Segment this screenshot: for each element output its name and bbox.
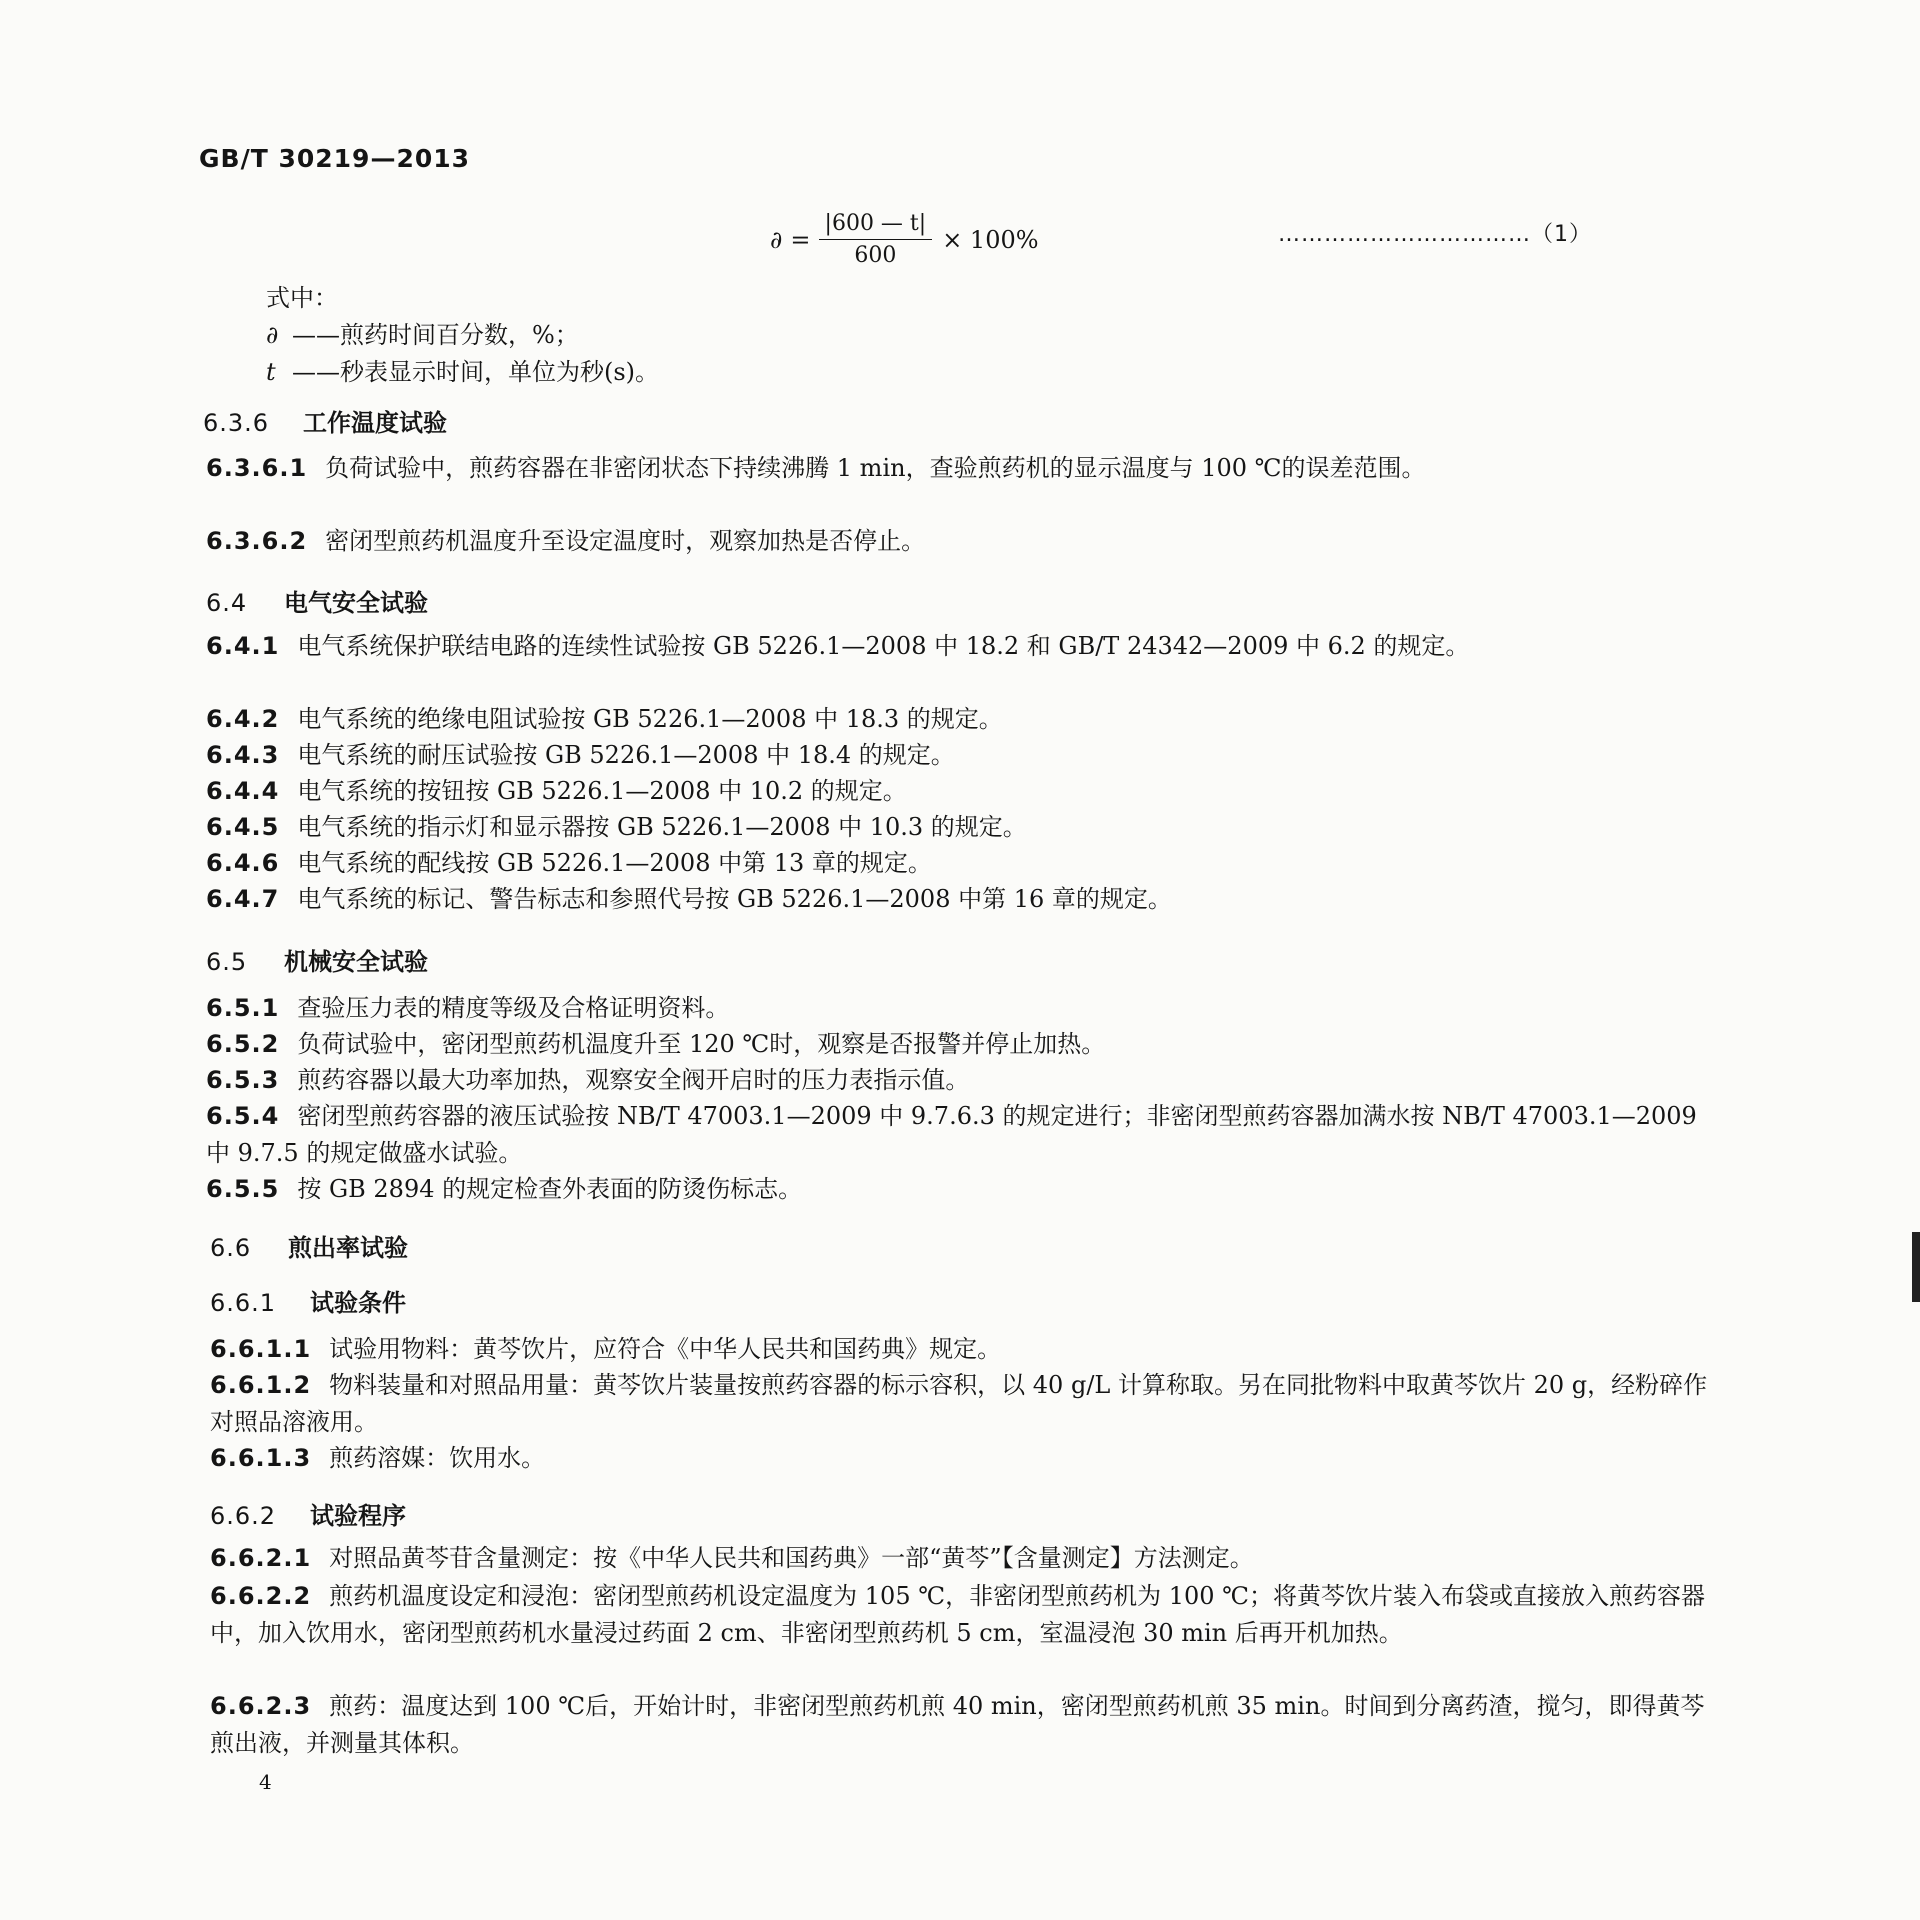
clause-number: 6.6.2.2 — [210, 1582, 312, 1610]
clause-text: 负荷试验中，煎药容器在非密闭状态下持续沸腾 1 min，查验煎药机的显示温度与 100 ℃的误差范围。 — [325, 454, 1426, 482]
clause-6-4-2 — [206, 701, 1706, 738]
clause-text: 查验压力表的精度等级及合格证明资料。 — [297, 994, 730, 1022]
where-var: ∂ — [266, 321, 279, 349]
heading-title: 机械安全试验 — [284, 948, 428, 976]
clause-6-5-4 — [206, 1098, 1706, 1172]
clause-number: 6.4.6 — [206, 849, 280, 877]
formula-equals: = — [790, 225, 811, 254]
clause-6-6-2-1 — [210, 1540, 1710, 1577]
formula-numerator: |600 — t| — [819, 211, 933, 240]
clause-number: 6.4.4 — [206, 777, 280, 805]
scan-edge-mark — [1912, 1232, 1920, 1302]
heading-number: 6.4 — [206, 589, 248, 617]
page-number: 4 — [259, 1770, 272, 1794]
clause-number: 6.6.1.3 — [210, 1444, 312, 1472]
clause-6-5-5 — [206, 1171, 1706, 1208]
where-block — [266, 280, 659, 391]
where-desc: ——煎药时间百分数，%； — [292, 321, 579, 349]
standard-header: GB/T 30219—2013 — [199, 144, 471, 173]
clause-text: 电气系统的按钮按 GB 5226.1—2008 中 10.2 的规定。 — [297, 777, 907, 805]
heading-number: 6.5 — [206, 948, 248, 976]
clause-number: 6.5.1 — [206, 994, 280, 1022]
clause-6-6-1-3 — [210, 1440, 1710, 1477]
clause-6-6-1-1 — [210, 1331, 1710, 1368]
clause-6-4-1 — [206, 628, 1706, 665]
clause-text: 电气系统的绝缘电阻试验按 GB 5226.1—2008 中 18.3 的规定。 — [297, 705, 1003, 733]
clause-text: 煎药容器以最大功率加热，观察安全阀开启时的压力表指示值。 — [297, 1066, 970, 1094]
clause-text: 密闭型煎药机温度升至设定温度时，观察加热是否停止。 — [325, 527, 926, 555]
clause-text: 电气系统的指示灯和显示器按 GB 5226.1—2008 中 10.3 的规定。 — [297, 813, 1027, 841]
clause-number: 6.4.7 — [206, 885, 280, 913]
clause-number: 6.3.6.1 — [206, 454, 308, 482]
clause-number: 6.5.4 — [206, 1102, 280, 1130]
clause-6-3-6-1 — [206, 450, 1706, 487]
clause-6-5-2 — [206, 1026, 1706, 1063]
formula-multiplier: × 100% — [942, 225, 1039, 254]
heading-title: 煎出率试验 — [288, 1234, 408, 1262]
formula-denominator: 600 — [854, 243, 897, 268]
equation-number: ……………………………（1） — [1278, 222, 1592, 247]
heading-6-4 — [206, 583, 428, 618]
equation-1 — [0, 205, 1920, 268]
clause-text: 煎药溶媒：饮用水。 — [329, 1444, 546, 1472]
clause-number: 6.4.1 — [206, 632, 280, 660]
clause-text: 对照品黄芩苷含量测定：按《中华人民共和国药典》一部“黄芩”【含量测定】方法测定。 — [329, 1544, 1254, 1572]
clause-6-4-5 — [206, 809, 1706, 846]
heading-number: 6.6.2 — [210, 1502, 277, 1530]
clause-6-4-7 — [206, 881, 1706, 918]
heading-number: 6.6.1 — [210, 1289, 277, 1317]
clause-number: 6.4.5 — [206, 813, 280, 841]
clause-6-5-3 — [206, 1062, 1706, 1099]
clause-number: 6.4.3 — [206, 741, 280, 769]
clause-number: 6.3.6.2 — [206, 527, 308, 555]
clause-text: 电气系统的耐压试验按 GB 5226.1—2008 中 18.4 的规定。 — [297, 741, 955, 769]
heading-number: 6.3.6 — [203, 409, 270, 437]
clause-text: 试验用物料：黄芩饮片，应符合《中华人民共和国药典》规定。 — [329, 1335, 1002, 1363]
heading-title: 工作温度试验 — [303, 409, 447, 437]
heading-6-6 — [210, 1228, 408, 1263]
heading-6-6-1 — [210, 1283, 406, 1318]
clause-text: 负荷试验中，密闭型煎药机温度升至 120 ℃时，观察是否报警并停止加热。 — [297, 1030, 1106, 1058]
clause-number: 6.4.2 — [206, 705, 280, 733]
clause-6-3-6-2 — [206, 523, 1706, 560]
where-intro: 式中： — [266, 284, 338, 312]
clause-number: 6.5.2 — [206, 1030, 280, 1058]
clause-6-6-2-2 — [210, 1578, 1710, 1652]
clause-text: 煎药：温度达到 100 ℃后，开始计时，非密闭型煎药机煎 40 min，密闭型煎药机煎 35 min。时间到分离药渣，搅匀，即得黄芩煎出液，并测量其体积。 — [210, 1692, 1705, 1757]
clause-text: 煎药机温度设定和浸泡：密闭型煎药机设定温度为 105 ℃，非密闭型煎药机为 100 ℃；将黄芩饮片装入布袋或直接放入煎药容器中，加入饮用水，密闭型煎药机水量浸过药面 2 cm、非密闭型煎药机 5 cm，室温浸泡 30 min 后再开机加热。 — [210, 1582, 1705, 1647]
clause-6-4-3 — [206, 737, 1706, 774]
clause-number: 6.5.3 — [206, 1066, 280, 1094]
clause-number: 6.6.2.3 — [210, 1692, 312, 1720]
heading-title: 试验条件 — [310, 1289, 406, 1317]
clause-6-6-1-2 — [210, 1367, 1710, 1441]
clause-6-5-1 — [206, 990, 1706, 1027]
where-row — [266, 317, 659, 354]
where-row — [266, 354, 659, 391]
clause-6-4-4 — [206, 773, 1706, 810]
heading-number: 6.6 — [210, 1234, 252, 1262]
formula-fraction — [819, 211, 933, 268]
clause-6-6-2-3 — [210, 1688, 1710, 1762]
heading-6-3-6 — [203, 403, 447, 438]
clause-text: 密闭型煎药容器的液压试验按 NB/T 47003.1—2009 中 9.7.6.3 的规定进行；非密闭型煎药容器加满水按 NB/T 47003.1—2009 中 9.7.5 的规定做盛水试验。 — [206, 1102, 1697, 1167]
formula-symbol: ∂ — [770, 225, 783, 254]
clause-number: 6.6.1.2 — [210, 1371, 312, 1399]
formula — [770, 211, 1039, 268]
clause-text: 电气系统的配线按 GB 5226.1—2008 中第 13 章的规定。 — [297, 849, 932, 877]
clause-text: 电气系统保护联结电路的连续性试验按 GB 5226.1—2008 中 18.2 和 GB/T 24342—2009 中 6.2 的规定。 — [297, 632, 1470, 660]
clause-number: 6.6.2.1 — [210, 1544, 312, 1572]
where-desc: ——秒表显示时间，单位为秒(s)。 — [292, 358, 660, 386]
heading-title: 试验程序 — [310, 1502, 406, 1530]
clause-number: 6.6.1.1 — [210, 1335, 312, 1363]
clause-text: 电气系统的标记、警告标志和参照代号按 GB 5226.1—2008 中第 16 章的规定。 — [297, 885, 1172, 913]
clause-6-4-6 — [206, 845, 1706, 882]
heading-6-5 — [206, 942, 428, 977]
heading-6-6-2 — [210, 1496, 406, 1531]
clause-text: 按 GB 2894 的规定检查外表面的防烫伤标志。 — [297, 1175, 803, 1203]
where-var: t — [266, 358, 276, 386]
clause-number: 6.5.5 — [206, 1175, 280, 1203]
clause-text: 物料装量和对照品用量：黄芩饮片装量按煎药容器的标示容积，以 40 g/L 计算称取。另在同批物料中取黄芩饮片 20 g，经粉碎作对照品溶液用。 — [210, 1371, 1708, 1436]
heading-title: 电气安全试验 — [284, 589, 428, 617]
